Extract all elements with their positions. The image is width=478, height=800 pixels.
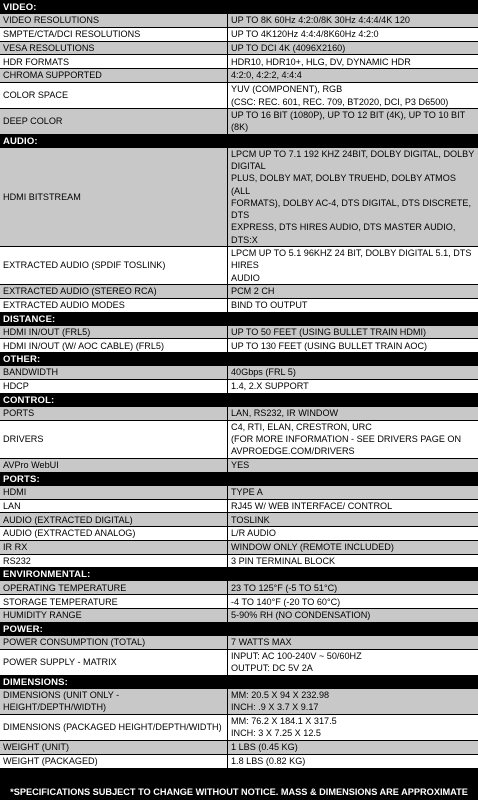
spec-value-line: INPUT: AC 100-240V ~ 50/60HZ — [231, 650, 362, 661]
spec-value-line: AVPROEDGE.COM/DRIVERS — [231, 446, 355, 457]
spec-row — [0, 754, 478, 768]
spec-value — [228, 595, 478, 608]
spec-row — [0, 41, 478, 55]
spec-value — [228, 148, 478, 246]
spec-value-line: UP TO 50 FEET (USING BULLET TRAIN HDMI) — [231, 326, 427, 337]
section-header: DISTANCE: — [0, 312, 478, 325]
spec-row — [0, 649, 478, 675]
spec-value-line: FORMATS), DOLBY AC-4, DTS DIGITAL, DTS DISCRETE, DTS — [231, 197, 472, 221]
spec-value-line: (FOR MORE INFORMATION - SEE DRIVERS PAGE ON — [231, 434, 462, 445]
spec-row — [0, 68, 478, 82]
spec-label: AUDIO (EXTRACTED DIGITAL) — [0, 513, 228, 526]
spec-value-line: 3 PIN TERMINAL BLOCK — [231, 555, 336, 566]
spec-label: HDR FORMATS — [0, 55, 228, 68]
section-header: ENVIRONMENTAL: — [0, 567, 478, 580]
spec-value-line: UP TO 8K 60Hz 4:2:0/8K 30Hz 4:4:4/4K 120 — [231, 15, 410, 26]
spec-value — [228, 247, 478, 284]
spec-value — [228, 609, 478, 622]
spec-row — [0, 108, 478, 134]
spec-row — [0, 147, 478, 246]
spec-value — [228, 14, 478, 27]
spec-value — [228, 513, 478, 526]
spec-row — [0, 594, 478, 608]
spec-row — [0, 499, 478, 513]
spec-value — [228, 83, 478, 108]
spec-row — [0, 688, 478, 714]
spec-row — [0, 740, 478, 754]
spec-value — [228, 380, 478, 393]
spec-row — [0, 458, 478, 472]
spec-value — [228, 755, 478, 768]
spec-value-line: TYPE A — [231, 486, 263, 497]
spec-value — [228, 459, 478, 472]
spec-value-line: YUV (COMPONENT), RGB — [231, 84, 343, 95]
spec-value — [228, 299, 478, 312]
spec-value-line: BIND TO OUTPUT — [231, 299, 308, 310]
spec-label: PORTS — [0, 407, 228, 420]
spec-row — [0, 379, 478, 393]
spec-value-line: UP TO 16 BIT (1080P), UP TO 12 BIT (4K), UP TO 10 BIT (8K) — [231, 110, 466, 133]
spec-value-line: EXPRESS, DTS HIRES AUDIO, DTS MASTER AUDIO, DTS:X — [231, 222, 456, 245]
section-header: PORTS: — [0, 472, 478, 485]
spec-value-line: UP TO 4K120Hz 4:4:4/8K60Hz 4:2:0 — [231, 29, 379, 40]
spec-label: EXTRACTED AUDIO (STEREO RCA) — [0, 285, 228, 298]
spec-value-line: WINDOW ONLY (REMOTE INCLUDED) — [231, 542, 394, 553]
spec-value — [228, 555, 478, 568]
spec-value — [228, 339, 478, 352]
spec-value — [228, 285, 478, 298]
spec-value-line: INCH: .9 X 3.7 X 9.17 — [231, 702, 319, 713]
spec-value-line: OUTPUT: DC 5V 2A — [231, 663, 313, 674]
spec-label: AVPro WebUI — [0, 459, 228, 472]
spec-label: EXTRACTED AUDIO MODES — [0, 299, 228, 312]
spec-value-line: PLUS, DOLBY MAT, DOLBY TRUEHD, DOLBY ATMOS (ALL — [231, 173, 456, 196]
spec-row — [0, 365, 478, 379]
spec-value-line: YES — [231, 460, 250, 471]
spec-row — [0, 13, 478, 27]
spec-value — [228, 527, 478, 540]
spec-value — [228, 28, 478, 41]
spec-label: LAN — [0, 500, 228, 513]
spec-value — [228, 421, 478, 458]
spec-label: COLOR SPACE — [0, 83, 228, 108]
spec-value — [228, 69, 478, 82]
spec-value — [228, 407, 478, 420]
spec-row — [0, 284, 478, 298]
spec-value — [228, 500, 478, 513]
spec-value-line: AUDIO — [231, 272, 260, 283]
spec-label: DIMENSIONS (PACKAGED HEIGHT/DEPTH/WIDTH) — [0, 715, 228, 740]
spec-value — [228, 636, 478, 649]
footer-disclaimer: *SPECIFICATIONS SUBJECT TO CHANGE WITHOUT NOTICE. MASS & DIMENSIONS ARE APPROXIMATE — [0, 784, 478, 800]
spec-label: DIMENSIONS (UNIT ONLY - HEIGHT/DEPTH/WIDTH) — [0, 689, 228, 714]
spec-value-line: LAN, RS232, IR WINDOW — [231, 407, 339, 418]
spec-row — [0, 338, 478, 352]
spec-value — [228, 689, 478, 714]
spec-row — [0, 298, 478, 312]
spec-label: POWER CONSUMPTION (TOTAL) — [0, 636, 228, 649]
spec-value — [228, 715, 478, 740]
spec-row — [0, 27, 478, 41]
section-header: VIDEO: — [0, 0, 478, 13]
spec-label: CHROMA SUPPORTED — [0, 69, 228, 82]
spec-label: AUDIO (EXTRACTED ANALOG) — [0, 527, 228, 540]
spec-value-line: 4:2:0, 4:2:2, 4:4:4 — [231, 70, 302, 81]
spec-value — [228, 42, 478, 55]
spec-row — [0, 82, 478, 108]
spec-value — [228, 109, 478, 134]
spec-value-line: 7 WATTS MAX — [231, 637, 292, 648]
spec-value-line: UP TO 130 FEET (USING BULLET TRAIN AOC) — [231, 340, 428, 351]
spec-value — [228, 366, 478, 379]
spec-value-line: TOSLINK — [231, 514, 270, 525]
spec-value-line: PCM 2 CH — [231, 286, 275, 297]
spec-value-line: 5-90% RH (NO CONDENSATION) — [231, 610, 371, 621]
spec-label: HDMI BITSTREAM — [0, 148, 228, 246]
spec-label: DEEP COLOR — [0, 109, 228, 134]
spec-row — [0, 420, 478, 458]
spec-label: VESA RESOLUTIONS — [0, 42, 228, 55]
spec-label: HDMI IN/OUT (W/ AOC CABLE) (FRL5) — [0, 339, 228, 352]
spec-value-line: 1 LBS (0.45 KG) — [231, 742, 298, 753]
spec-value — [228, 741, 478, 754]
spec-value-line: 1.4, 2.X SUPPORT — [231, 381, 309, 392]
spec-row — [0, 406, 478, 420]
section-header: AUDIO: — [0, 134, 478, 147]
spec-value-line: 23 TO 125°F (-5 TO 51°C) — [231, 582, 338, 593]
spec-label: WEIGHT (PACKAGED) — [0, 755, 228, 768]
spec-value — [228, 55, 478, 68]
spec-value-line: (CSC: REC. 601, REC. 709, BT2020, DCI, P3 D6500) — [231, 96, 449, 107]
spec-row — [0, 512, 478, 526]
spec-label: VIDEO RESOLUTIONS — [0, 14, 228, 27]
spec-label: BANDWIDTH — [0, 366, 228, 379]
spec-value-line: MM: 20.5 X 94 X 232.98 — [231, 690, 330, 701]
spec-value-line: RJ45 W/ WEB INTERFACE/ CONTROL — [231, 500, 393, 511]
spec-row — [0, 608, 478, 622]
spec-value-line: 40Gbps (FRL 5) — [231, 367, 296, 378]
spec-row — [0, 554, 478, 568]
spec-row — [0, 540, 478, 554]
spec-row — [0, 714, 478, 740]
spec-value-line: C4, RTI, ELAN, CRESTRON, URC — [231, 421, 372, 432]
spec-row — [0, 635, 478, 649]
spec-row — [0, 325, 478, 339]
spec-value-line: -4 TO 140°F (-20 TO 60°C) — [231, 596, 341, 607]
spec-row — [0, 485, 478, 499]
spec-label: HDCP — [0, 380, 228, 393]
section-header: CONTROL: — [0, 393, 478, 406]
spec-label: WEIGHT (UNIT) — [0, 741, 228, 754]
spec-value-line: UP TO DCI 4K (4096X2160) — [231, 42, 346, 53]
spec-label: EXTRACTED AUDIO (SPDIF TOSLINK) — [0, 247, 228, 284]
spec-label: HDMI IN/OUT (FRL5) — [0, 326, 228, 339]
spec-label: STORAGE TEMPERATURE — [0, 595, 228, 608]
spec-value — [228, 581, 478, 594]
spec-label: DRIVERS — [0, 421, 228, 458]
spec-row — [0, 580, 478, 594]
spec-row — [0, 246, 478, 284]
spec-value-line: LPCM UP TO 5.1 96KHZ 24 BIT, DOLBY DIGITAL 5.1, DTS HIRES — [231, 248, 472, 271]
spec-value-line: MM: 76.2 X 184.1 X 317.5 — [231, 716, 337, 727]
spec-label: HUMIDITY RANGE — [0, 609, 228, 622]
spec-value-line: LPCM UP TO 7.1 192 KHZ 24BIT, DOLBY DIGITAL, DOLBY DIGITAL — [231, 148, 475, 171]
section-header: OTHER: — [0, 352, 478, 365]
spec-label: RS232 — [0, 555, 228, 568]
section-header: DIMENSIONS: — [0, 675, 478, 688]
spec-label: HDMI — [0, 486, 228, 499]
spec-value-line: INCH: 3 X 7.25 X 12.5 — [231, 728, 321, 739]
spec-row — [0, 526, 478, 540]
spec-label: SMPTE/CTA/DCI RESOLUTIONS — [0, 28, 228, 41]
spec-value-line: HDR10, HDR10+, HLG, DV, DYNAMIC HDR — [231, 56, 411, 67]
spec-label: OPERATING TEMPERATURE — [0, 581, 228, 594]
spec-value — [228, 541, 478, 554]
spec-value — [228, 486, 478, 499]
section-header: POWER: — [0, 622, 478, 635]
spec-label: IR RX — [0, 541, 228, 554]
spec-value-line: L/R AUDIO — [231, 528, 276, 539]
spec-value — [228, 326, 478, 339]
spec-value-line: 1.8 LBS (0.82 KG) — [231, 756, 306, 766]
spec-value — [228, 650, 478, 675]
spec-label: POWER SUPPLY - MATRIX — [0, 650, 228, 675]
spec-row — [0, 54, 478, 68]
